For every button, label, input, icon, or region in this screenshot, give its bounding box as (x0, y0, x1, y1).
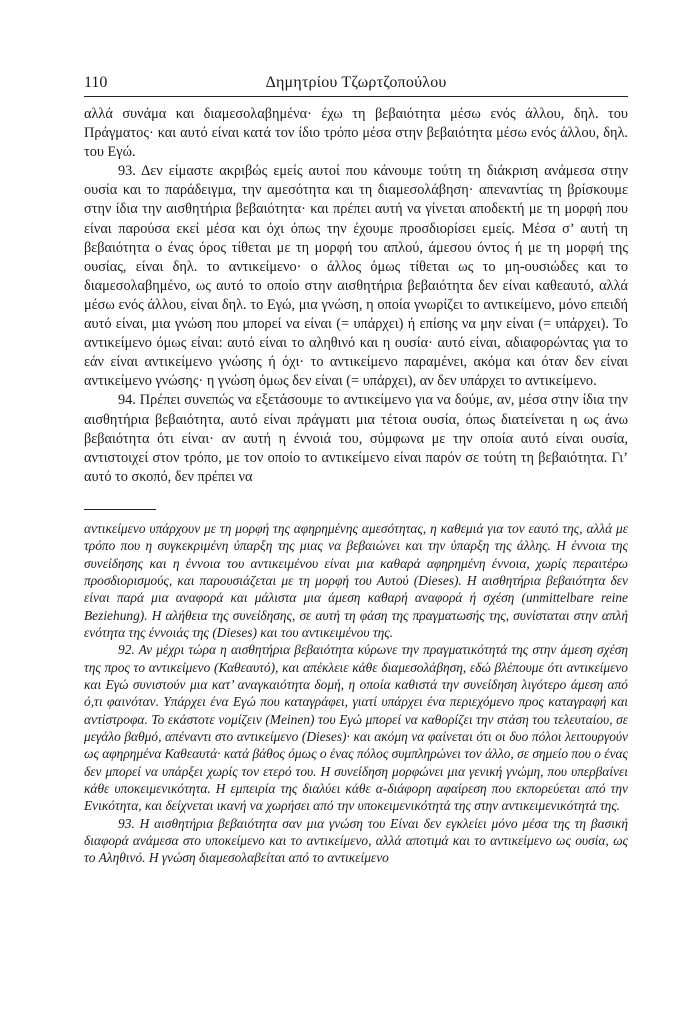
footnote-paragraph: αντικείμενο υπάρχουν με τη μορφή της αφηρημένης αμεσότητας, η καθεμιά για τον εαυτό της, αλλά με τρόπο που η συγκεκριμένη ύπαρξη της μιας να βεβαιώνει και την ύπαρξη της άλλης. Η έννοια της συνείδησης και η έννοια του αντικειμένου είναι μια καθαρά αφηρημένη έννοια, χωρίς περαιτέρω προσδιορισμούς, και παρουσιάζεται με τη μορφή του Αυτού (Dieses). Η αισθητήρια βεβαιότητα δεν είναι παρά μια αναφορά και μάλιστα μια άμεση καθαρή αναφορά ή σχέση (unmittelbare reine Beziehung). Η αλήθεια της συνείδησης, σε αυτή τη φάση της πραγματωσής της, συνίσταται στην απλή ενότητα της έννοιάς της (Dieses) και του αντικειμένου της. (84, 520, 628, 640)
page-header (84, 72, 628, 97)
main-paragraph: 93. Δεν είμαστε ακριβώς εμείς αυτοί που κάνουμε τούτη τη διάκριση ανάμεσα στην ουσία και το παράδειγμα, την αμεσότητα και τη διαμεσολάβηση· απεναντίας τη βρίσκουμε στην ίδια την αισθητήρια βεβαιότητα· και πρέπει αυτή να γίνεται αποδεκτή με τη μορφή που είναι παρούσα εκεί μέσα και όχι όπως την έχουμε προσδιορίσει εμείς. Μέσα σ’ αυτή τη βεβαιότητα ο ένας όρος τίθεται με τη μορφή του απλού, άμεσου όντος ή με τη μορφή της ουσίας, είναι δηλ. το αντικείμενο· ο άλλος όμως τίθεται ως το μη-ουσιώδες και το διαμεσολαβημένο, ως αυτό το οποίο στην αισθητήρια βεβαιότητα δεν είναι καθεαυτό, αλλά μέσω ενός άλλου, είναι δηλ. το Εγώ, μια γνώση, η οποία γνωρίζει το αντικείμενο, μόνο επειδή αυτό είναι, μια γνώση που μπορεί να είναι (= υπάρχει) ή επίσης να μην είναι (= υπάρχει). Το αντικείμενο όμως είναι: αυτό είναι το αληθινό και η ουσία· αυτό είναι, αδιαφορώντας για το εάν είναι αντικείμενο γνώσης ή όχι· το αντικείμενο παραμένει, ακόμα και όταν δεν είναι αντικείμενο γνώσης· η γνώση όμως δεν είναι (= υπάρχει), αν δεν υπάρχει το αντικείμενο. (84, 163, 628, 390)
page-number: 110 (84, 74, 108, 91)
running-title: Δημητρίου Τζωρτζοπούλου (265, 74, 447, 91)
book-page (84, 72, 628, 867)
main-text (84, 105, 628, 487)
main-paragraph: 94. Πρέπει συνεπώς να εξετάσουμε το αντικείμενο για να δούμε, αν, μέσα στην ίδια την αισθητήρια βεβαιότητα, αυτό είναι πράγματι μια τέτοια ουσία, όπως διατείνεται η ως άνω βεβαιότητα ότι είναι· αν αυτή η έννοιά του, σύμφωνα με την οποία αυτό είναι ουσία, αντιστοιχεί στον τρόπο, με τον οποίο το αντικείμενο είναι παρόν σε τούτη τη βεβαιότητα. Γι’ αυτό το σκοπό, δεν πρέπει να (84, 392, 628, 485)
footnote-paragraph: 92. Αν μέχρι τώρα η αισθητήρια βεβαιότητα κύρωνε την πραγματικότητά της στην άμεση σχέση της προς το αντικείμενο (Καθεαυτό), και απέκλειε κάθε διαμεσολάβηση, εδώ βλέπουμε ότι αντικείμενο και Εγώ συνιστούν μια κατ’ αναγκαιότητα δομή, η οποία καθιστά την συνείδηση λιγότερο άμεση από ό,τι φαινόταν. Υπάρχει ένα Εγώ που καταγράφει, γιατί υπάρχει ένα περιεχόμενο προς καταγραφή και αντίστροφα. Το εκάστοτε νομίζειν (Meinen) του Εγώ μπορεί να καθορίζει την στάση του τελευταίου, σε μεγάλο βαθμό, απέναντι στο αντικείμενο (Dieses)· και ακόμη να φαίνεται ότι οι δυο πόλοι λειτουργούν ως αφηρημένα Καθεαυτά· κατά βάθος όμως ο ένας πόλος συμπληρώνει τον άλλο, σε σημείο που ο ένας δεν μπορεί να υπάρξει χωρίς τον ετερό του. Η συνείδηση μορφώνει μια γενική γνώμη, που υπερβαίνει κάθε υποκειμενικότητα. Η εμπειρία της διαλύει κάθε α-διάφορη αφαίρεση που εκπορεύεται από την Ενικότητα, και δείχνεται ικανή να χωρήσει από την υποκειμενικότητά της στην αντικειμενικότητά της. (84, 642, 628, 814)
footnotes (84, 520, 628, 867)
footnote-separator (84, 509, 156, 510)
main-paragraph: αλλά συνάμα και διαμεσολαβημένα· έχω τη βεβαιότητα μέσω ενός άλλου, δηλ. του Πράγματος· και αυτό είναι κατά τον ίδιο τρόπο μέσα στην βεβαιότητα μέσω ενός άλλου, δηλ. του Εγώ. (84, 106, 628, 161)
footnote-paragraph: 93. Η αισθητήρια βεβαιότητα σαν μια γνώση του Είναι δεν εγκλείει μόνο μέσα της τη βασική διαφορά ανάμεσα στο υποκείμενο και το αντικείμενο, αλλά αποτιμά και το αντικείμενο ως ουσία, ως το Αληθινό. Η γνώση διαμεσολαβείται από το αντικείμενο (84, 815, 628, 866)
